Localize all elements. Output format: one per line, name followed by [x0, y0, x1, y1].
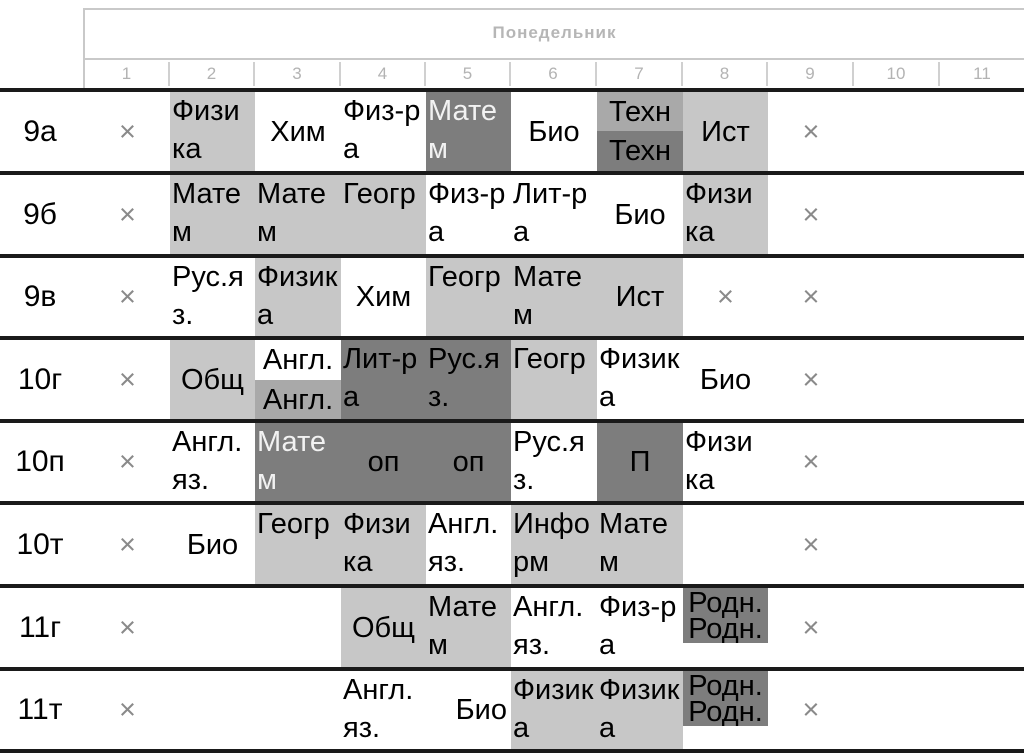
lesson-label: Лит-ра	[513, 178, 588, 248]
lesson-label: Англ.	[262, 383, 334, 416]
lesson-label: Био	[699, 363, 752, 396]
lesson-label: Рус.яз.	[428, 343, 500, 413]
schedule-cell[interactable]	[341, 588, 426, 667]
lesson-label: Англ.яз.	[513, 591, 584, 661]
lesson-label: Физика	[599, 343, 680, 413]
lesson-label: Матем	[428, 591, 498, 661]
schedule-cell[interactable]	[511, 92, 597, 171]
lesson-label: Геогр	[257, 508, 330, 540]
schedule-cell[interactable]	[426, 175, 511, 254]
no-lesson-mark: ×	[802, 446, 820, 478]
lesson-label: Англ.	[262, 344, 334, 376]
schedule-cell[interactable]	[170, 175, 255, 254]
no-lesson-mark: ×	[802, 528, 820, 561]
schedule-cell[interactable]	[683, 423, 768, 501]
schedule-cell[interactable]	[683, 92, 768, 171]
schedule-cell[interactable]	[85, 92, 170, 171]
schedule-cell[interactable]	[768, 505, 854, 584]
schedule-cell[interactable]	[170, 505, 255, 584]
schedule-cell[interactable]	[597, 588, 683, 667]
schedule-cell[interactable]	[768, 671, 854, 749]
schedule-cell[interactable]	[426, 92, 511, 171]
schedule-cell[interactable]	[683, 671, 768, 726]
class-label[interactable]: 10т	[16, 527, 64, 561]
lesson-label: Рус.яз.	[172, 261, 244, 331]
lesson-label: Физика	[685, 178, 753, 248]
lesson-label: Био	[455, 694, 507, 726]
schedule-cell[interactable]	[341, 423, 426, 501]
lesson-label: оп	[452, 446, 485, 478]
lesson-label: Физ-ра	[343, 95, 421, 165]
no-lesson-mark: ×	[119, 115, 136, 148]
lesson-number: 11	[973, 64, 991, 83]
lesson-number: 5	[426, 62, 511, 86]
lesson-label: Общ	[351, 611, 416, 644]
lesson-label: Матем	[172, 178, 242, 248]
no-lesson-mark: ×	[119, 446, 136, 478]
lesson-number: 10	[854, 62, 940, 86]
schedule-cell[interactable]	[426, 423, 511, 501]
lesson-label: Био	[186, 528, 239, 561]
schedule-cell[interactable]	[597, 505, 683, 584]
lesson-label: Рус.яз.	[513, 426, 585, 496]
schedule-cell[interactable]	[426, 505, 511, 584]
lesson-label-line: Родн.	[688, 588, 763, 619]
schedule-cell[interactable]	[85, 423, 170, 501]
lesson-label: Техн	[608, 135, 672, 167]
lesson-label	[683, 588, 768, 643]
no-lesson-mark: ×	[802, 281, 820, 313]
schedule-cell[interactable]	[85, 505, 170, 584]
schedule-cell[interactable]	[768, 92, 854, 171]
schedule-cell[interactable]	[511, 423, 597, 501]
lesson-label: Матем	[428, 95, 498, 165]
schedule-cell[interactable]	[426, 588, 511, 667]
lesson-label: Био	[614, 198, 666, 231]
schedule-cell[interactable]	[683, 175, 768, 254]
schedule-cell[interactable]	[255, 175, 341, 254]
lesson-label: Хим	[270, 115, 326, 148]
schedule-cell[interactable]	[597, 671, 683, 749]
schedule-cell[interactable]	[255, 423, 341, 501]
schedule-cell[interactable]	[170, 92, 255, 171]
lesson-number: 2	[170, 62, 255, 86]
class-label[interactable]: 11т	[17, 693, 63, 726]
lesson-label	[683, 671, 768, 726]
schedule-cell[interactable]	[426, 258, 511, 336]
schedule-cell[interactable]	[597, 131, 683, 171]
no-lesson-mark: ×	[717, 281, 734, 313]
class-label[interactable]: 9в	[23, 280, 57, 313]
class-label[interactable]: 11г	[18, 610, 62, 644]
lesson-label: Физика	[599, 674, 680, 744]
schedule-cell[interactable]	[341, 258, 426, 336]
lesson-label-line: Родн.	[688, 612, 763, 643]
lesson-label: Физика	[513, 674, 594, 744]
schedule-cell[interactable]	[341, 340, 426, 419]
schedule-cell[interactable]	[768, 588, 854, 667]
no-lesson-mark: ×	[802, 611, 820, 644]
no-lesson-mark: ×	[802, 363, 820, 396]
day-header: Понедельник	[492, 23, 617, 42]
no-lesson-mark: ×	[119, 611, 136, 644]
schedule-cell[interactable]	[597, 92, 683, 131]
lesson-number: 9	[768, 62, 854, 86]
schedule-cell[interactable]	[255, 380, 341, 419]
no-lesson-mark: ×	[802, 198, 820, 231]
lesson-label: Ист	[701, 115, 750, 148]
lesson-label-line: Родн.	[688, 671, 763, 702]
lesson-label: Био	[528, 115, 580, 148]
schedule-cell[interactable]	[255, 258, 341, 336]
lesson-label: Англ.яз.	[172, 426, 243, 496]
schedule-cell[interactable]	[597, 175, 683, 254]
lesson-label: Техн	[608, 95, 672, 128]
schedule-cell[interactable]	[768, 423, 854, 501]
schedule-cell[interactable]	[683, 258, 768, 336]
schedule-cell[interactable]	[255, 92, 341, 171]
schedule-cell[interactable]	[597, 423, 683, 501]
schedule-cell[interactable]	[85, 671, 170, 749]
lesson-number: 4	[341, 62, 426, 86]
no-lesson-mark: ×	[119, 198, 136, 231]
class-label[interactable]: 10г	[17, 362, 63, 396]
schedule-cell[interactable]	[683, 588, 768, 643]
lesson-label: Матем	[257, 426, 327, 496]
schedule-cell[interactable]	[170, 340, 255, 419]
lesson-number: 7	[597, 62, 683, 86]
lesson-label: Лит-ра	[343, 343, 418, 413]
schedule-cell[interactable]	[85, 258, 170, 336]
no-lesson-mark: ×	[802, 115, 820, 148]
schedule-cell[interactable]	[511, 505, 597, 584]
no-lesson-mark: ×	[802, 694, 820, 726]
lesson-label: Физика	[172, 95, 240, 165]
schedule-cell[interactable]	[511, 175, 597, 254]
lesson-label: Матем	[599, 508, 669, 578]
schedule-cell[interactable]	[170, 423, 255, 501]
lesson-label: Геогр	[513, 343, 586, 375]
lesson-label: Информ	[513, 508, 590, 578]
class-label[interactable]: 10п	[15, 445, 65, 478]
schedule-cell[interactable]	[511, 588, 597, 667]
schedule-cell[interactable]	[426, 671, 511, 749]
lesson-number: 8	[683, 62, 768, 86]
header-mid-line	[85, 58, 1024, 60]
lesson-number: 3	[255, 62, 341, 86]
schedule-cell[interactable]	[85, 588, 170, 667]
lesson-label: Физ-ра	[599, 591, 677, 661]
schedule-cell[interactable]	[255, 340, 341, 380]
schedule-cell[interactable]	[341, 671, 426, 749]
row-separator	[0, 749, 1024, 753]
lesson-label: Матем	[513, 261, 583, 331]
lesson-label: оп	[367, 446, 400, 478]
lesson-label-line: Родн.	[688, 695, 763, 726]
lesson-label: Геогр	[343, 178, 416, 210]
lesson-label: Физика	[343, 508, 411, 578]
schedule-cell[interactable]	[85, 340, 170, 419]
lesson-label: Физика	[685, 426, 753, 496]
schedule-cell[interactable]	[683, 340, 768, 419]
schedule-cell[interactable]	[768, 175, 854, 254]
class-label[interactable]: 9б	[23, 197, 57, 231]
lesson-label: П	[629, 446, 651, 478]
schedule-cell[interactable]	[768, 340, 854, 419]
no-lesson-mark: ×	[119, 694, 136, 726]
lesson-label: Англ.яз.	[343, 674, 414, 744]
schedule-cell[interactable]	[597, 258, 683, 336]
schedule-cell[interactable]	[511, 258, 597, 336]
schedule-cell[interactable]	[511, 671, 597, 749]
schedule-cell[interactable]	[341, 505, 426, 584]
lesson-label: Хим	[355, 281, 412, 313]
no-lesson-mark: ×	[119, 281, 136, 313]
schedule-cell[interactable]	[511, 340, 597, 419]
schedule-cell[interactable]	[85, 175, 170, 254]
lesson-number: 6	[511, 62, 597, 86]
schedule-cell[interactable]	[597, 340, 683, 419]
schedule-cell[interactable]	[341, 175, 426, 254]
schedule-cell[interactable]	[255, 505, 341, 584]
lesson-label: Матем	[257, 178, 327, 248]
no-lesson-mark: ×	[119, 363, 136, 396]
schedule-cell[interactable]	[426, 340, 511, 419]
no-lesson-mark: ×	[119, 528, 136, 561]
lesson-label: Физика	[257, 261, 338, 331]
lesson-label: Физ-ра	[428, 178, 506, 248]
lesson-label: Англ.яз.	[428, 508, 499, 578]
lesson-label: Геогр	[428, 261, 501, 293]
lesson-number: 1	[85, 62, 170, 86]
schedule-cell[interactable]	[170, 258, 255, 336]
lesson-label: Общ	[180, 363, 245, 396]
schedule-cell[interactable]	[768, 258, 854, 336]
schedule-cell[interactable]	[341, 92, 426, 171]
lesson-label: Ист	[615, 281, 665, 313]
class-label[interactable]: 9а	[23, 114, 57, 148]
